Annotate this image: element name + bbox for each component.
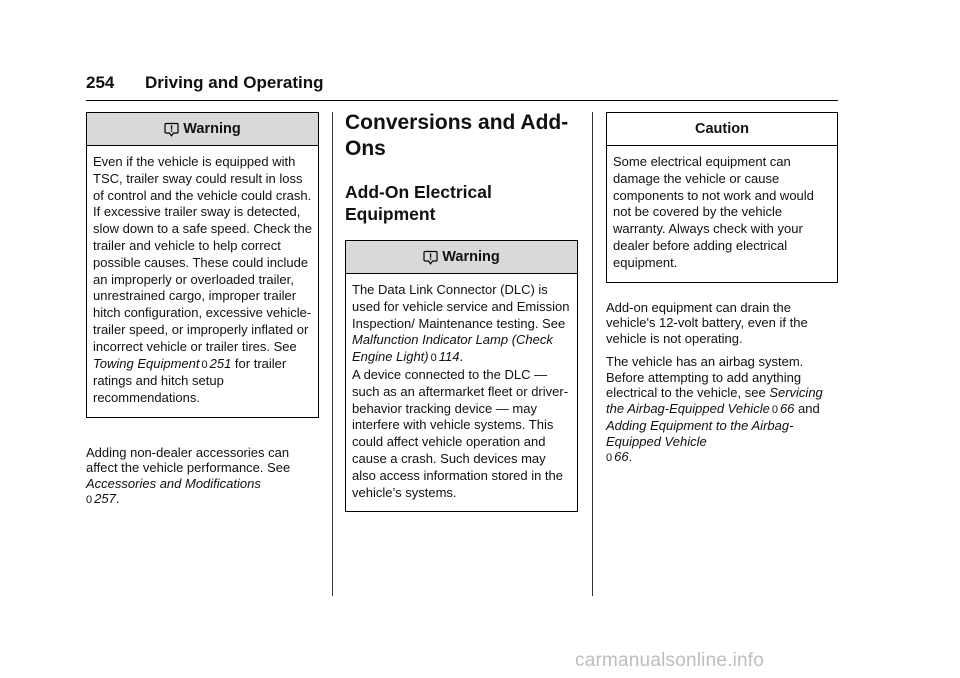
warning-body — [346, 274, 577, 511]
caution-box — [606, 112, 838, 283]
accessories-modifications-link[interactable]: Accessories and Modifications — [86, 475, 261, 491]
accessories-page[interactable]: 257 — [94, 491, 116, 507]
dlc-warning-box — [345, 240, 578, 512]
page-ref-icon: 0 — [606, 452, 613, 465]
paragraph-text: Adding non-dealer accessories can affect the vehicle performance. See — [86, 444, 291, 476]
page-number: 254 — [86, 73, 115, 92]
airbag-paragraph — [606, 354, 838, 467]
warning-text-end: for trailer ratings and hitch setup recommendations. — [93, 355, 287, 406]
paragraph-text: The vehicle has an airbag system. Before attempting to add anything electrical to the vehicle, see — [606, 354, 804, 401]
caution-header: Caution — [607, 113, 837, 146]
paragraph-connector: and — [794, 400, 820, 416]
trailer-sway-warning-box — [86, 112, 319, 418]
column-2 — [345, 110, 578, 512]
warning-body — [87, 146, 318, 417]
accessories-paragraph — [86, 445, 319, 509]
warning-icon — [423, 250, 438, 265]
caution-text: Some electrical equipment can damage the vehicle or cause components to not work and would not be covered by the vehicle warranty. Always check with your dealer before adding electrical equipment. — [613, 154, 814, 270]
warning-text-period: . — [459, 349, 464, 365]
column-divider-right — [592, 112, 593, 596]
paragraph-end: . — [628, 449, 633, 465]
warning-text: Even if the vehicle is equipped with TSC, trailer sway could result in loss of control and the vehicle could crash. If excessive trailer sway is detected, slow down to a safe speed. Check the trailer and vehicle to help correct possible causes. These could include an improperly or overloaded trailer, unrestrained cargo, improper trailer hitch configuration, excessive vehicle-trailer speed, or improperly inflated or incorrect vehicle or trailer tires. See — [93, 154, 312, 354]
warning-label: Warning — [442, 249, 500, 265]
warning-icon — [164, 122, 179, 137]
page-header — [86, 70, 838, 101]
battery-paragraph: Add-on equipment can drain the vehicle's 12-volt battery, even if the vehicle is not operating. — [606, 299, 808, 346]
page-ref-icon: 0 — [430, 352, 437, 365]
warning-header — [346, 241, 577, 274]
warning-header — [87, 113, 318, 146]
malfunction-lamp-link[interactable]: Malfunction Indicator Lamp (Check Engine Light) — [352, 332, 553, 365]
column-divider-left — [332, 112, 333, 596]
servicing-airbag-page[interactable]: 66 — [779, 400, 795, 416]
caution-body — [607, 146, 837, 282]
watermark: carmanualsonline.info — [575, 650, 765, 671]
section-title: Driving and Operating — [145, 73, 324, 92]
towing-equipment-link[interactable]: Towing Equipment — [93, 355, 200, 371]
warning-label: Warning — [183, 121, 241, 137]
warning-text: The Data Link Connector (DLC) is used for vehicle service and Emission Inspection/ Maintenance testing. See — [352, 282, 570, 331]
column-3 — [606, 112, 838, 467]
page-ref-icon: 0 — [771, 403, 778, 416]
warning-text-device: A device connected to the DLC — such as an aftermarket fleet or driver-behavior tracking device — may interfere with vehicle systems. This could affect vehicle operation and cause a crash. Such devices may also access information stored in the vehicle’s systems. — [352, 366, 569, 500]
adding-equipment-link[interactable]: Adding Equipment to the Airbag-Equipped Vehicle — [606, 418, 794, 449]
subsection-heading: Add-On Electrical Equipment — [345, 182, 492, 224]
page-ref-icon: 0 — [86, 494, 93, 507]
servicing-airbag-link[interactable]: Servicing the Airbag-Equipped Vehicle — [606, 385, 823, 416]
towing-equipment-page[interactable]: 251 — [209, 355, 232, 371]
adding-equipment-page[interactable]: 66 — [614, 449, 629, 465]
page-ref-icon: 0 — [201, 358, 208, 371]
malfunction-lamp-page[interactable]: 114 — [438, 349, 460, 365]
column-1 — [86, 112, 319, 509]
section-heading: Conversions and Add-Ons — [345, 111, 569, 160]
paragraph-end: . — [115, 491, 120, 507]
